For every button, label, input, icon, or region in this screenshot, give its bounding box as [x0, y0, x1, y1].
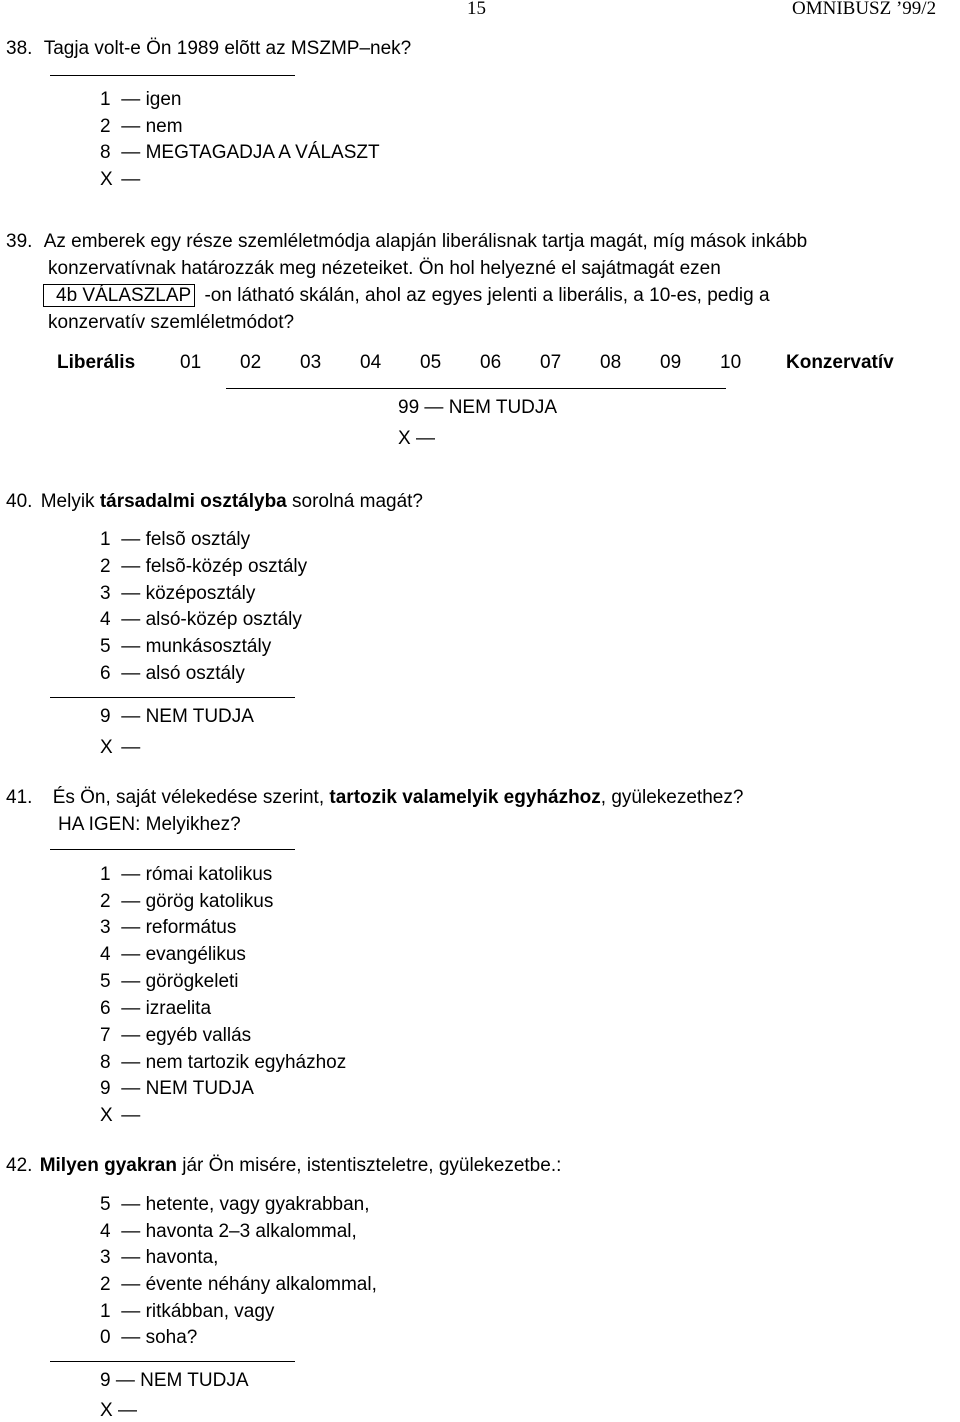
option-item[interactable]: 8 — nem tartozik egyházhoz	[100, 1052, 347, 1073]
option-item[interactable]: 3 — középosztály	[100, 583, 256, 604]
scale-point[interactable]: 07	[540, 352, 562, 373]
question-40: 40. Melyik társadalmi osztályba sorolná magát?	[6, 491, 423, 512]
option-item[interactable]: 1 — római katolikus	[100, 864, 273, 885]
option-item[interactable]: X —	[100, 1400, 137, 1421]
question-39: 39. Az emberek egy része szemléletmódja alapján liberálisnak tartja magát, míg mások inkább	[6, 231, 808, 252]
question-text-line: konzervatív szemléletmódot?	[48, 312, 295, 333]
option-item[interactable]: X —	[100, 737, 141, 758]
scale-point[interactable]: 09	[660, 352, 682, 373]
scale-point[interactable]: 06	[480, 352, 502, 373]
option-item[interactable]: 4 — evangélikus	[100, 944, 246, 965]
option-item[interactable]: 4 — havonta 2–3 alkalommal,	[100, 1221, 357, 1242]
option-item[interactable]: 6 — izraelita	[100, 998, 212, 1019]
scale-point[interactable]: 04	[360, 352, 382, 373]
question-text-line: HA IGEN: Melyikhez?	[58, 814, 241, 835]
option-item[interactable]: 1 — ritkábban, vagy	[100, 1301, 275, 1322]
option-item[interactable]: 2 — görög katolikus	[100, 891, 274, 912]
option-item[interactable]: 9 — NEM TUDJA	[100, 1078, 254, 1099]
scale-point[interactable]: 01	[180, 352, 202, 373]
option-item[interactable]: 1 — igen	[100, 89, 182, 110]
option-item[interactable]: 3 — havonta,	[100, 1247, 219, 1268]
option-item[interactable]: 2 — évente néhány alkalommal,	[100, 1274, 377, 1295]
question-number: 38.	[6, 38, 33, 59]
question-number: 41.	[6, 787, 33, 808]
question-number: 40.	[6, 491, 33, 512]
answer-card-ref: 4b VÁLASZLAP	[43, 284, 195, 307]
divider	[50, 75, 295, 76]
question-42: 42. Milyen gyakran jár Ön misére, istentiszteletre, gyülekezetbe.:	[6, 1155, 562, 1176]
option-item[interactable]: 2 — felsõ-közép osztály	[100, 556, 308, 577]
question-text-line: 4b VÁLASZLAP -on látható skálán, ahol az egyes jelenti a liberális, a 10-es, pedig a	[48, 285, 770, 307]
divider	[50, 1361, 295, 1362]
option-item[interactable]: 7 — egyéb vallás	[100, 1025, 252, 1046]
scale-point[interactable]: 02	[240, 352, 262, 373]
option-item[interactable]: 3 — református	[100, 917, 237, 938]
option-item[interactable]: 0 — soha?	[100, 1327, 198, 1348]
scale-point[interactable]: 08	[600, 352, 622, 373]
scale-left-label: Liberális	[57, 352, 136, 373]
option-item[interactable]: 8 — MEGTAGADJA A VÁLASZT	[100, 142, 380, 163]
question-number: 39.	[6, 231, 33, 252]
option-item[interactable]: 99 — NEM TUDJA	[398, 397, 558, 418]
question-number: 42.	[6, 1155, 33, 1176]
survey-title: OMNIBUSZ ’99/2	[792, 0, 937, 19]
option-item[interactable]: X —	[100, 1105, 141, 1126]
option-item[interactable]: X —	[398, 428, 435, 449]
scale-point[interactable]: 10	[720, 352, 742, 373]
divider	[50, 849, 295, 850]
option-item[interactable]: 4 — alsó-közép osztály	[100, 609, 302, 630]
question-text: Tagja volt-e Ön 1989 elõtt az MSZMP–nek?	[43, 38, 412, 59]
option-item[interactable]: 2 — nem	[100, 116, 183, 137]
page-number: 15	[467, 0, 486, 19]
divider	[50, 697, 295, 698]
option-item[interactable]: 5 — munkásosztály	[100, 636, 272, 657]
scale-point[interactable]: 05	[420, 352, 442, 373]
question-text-line: konzervatívnak határozzák meg nézeteiket. Ön hol helyezné el sajátmagát ezen	[48, 258, 721, 279]
option-item[interactable]: 5 — hetente, vagy gyakrabban,	[100, 1194, 370, 1215]
question-41: 41. És Ön, saját vélekedése szerint, tartozik valamelyik egyházhoz, gyülekezethez?	[6, 787, 744, 808]
option-item[interactable]: 1 — felsõ osztály	[100, 529, 251, 550]
option-item[interactable]: 6 — alsó osztály	[100, 663, 245, 684]
question-38	[6, 38, 411, 60]
option-item[interactable]: 9 — NEM TUDJA	[100, 1370, 249, 1391]
option-item[interactable]: X —	[100, 169, 141, 190]
option-item[interactable]: 5 — görögkeleti	[100, 971, 239, 992]
scale-right-label: Konzervatív	[786, 352, 894, 373]
divider	[226, 388, 726, 389]
option-item[interactable]: 9 — NEM TUDJA	[100, 706, 254, 727]
scale-point[interactable]: 03	[300, 352, 322, 373]
